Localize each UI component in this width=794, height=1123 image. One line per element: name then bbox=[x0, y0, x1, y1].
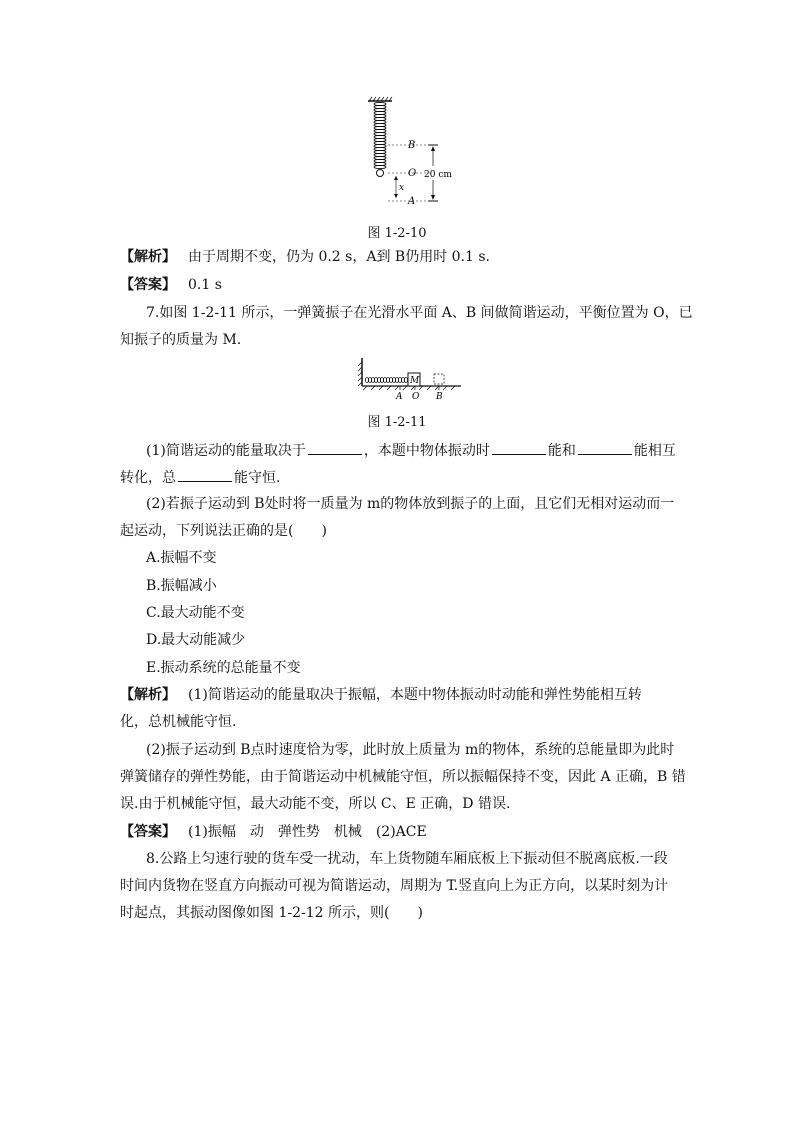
fill-blank bbox=[178, 467, 232, 482]
figure-caption-1-2-10: 图 1-2-10 bbox=[367, 226, 427, 241]
analysis-tag: 【解析】 bbox=[120, 687, 176, 703]
answer-q7 bbox=[120, 822, 427, 842]
q7-part1-text-f: 能守恒. bbox=[234, 470, 281, 486]
answer-tag: 【答案】 bbox=[120, 277, 176, 293]
q7-part1-line1 bbox=[146, 440, 676, 461]
figure-caption-1-2-11: 图 1-2-11 bbox=[367, 415, 427, 430]
analysis-text: 由于周期不变，仍为 0.2 s，A到 B仍用时 0.1 s. bbox=[188, 249, 490, 265]
q7-part2-line1: (2)若振子运动到 B处时将一质量为 m的物体放到振子的上面，且它们无相对运动而一 bbox=[146, 496, 675, 512]
block-B-dashed bbox=[434, 374, 444, 384]
figure-horizontal-spring bbox=[355, 354, 465, 404]
answer-text: 0.1 s bbox=[188, 277, 222, 293]
q7-part1-text-b: ，本题中物体振动时 bbox=[363, 443, 490, 459]
option-D: D.最大动能减少 bbox=[146, 632, 246, 648]
analysis-q7-line1 bbox=[120, 685, 642, 705]
figure-vertical-spring bbox=[360, 96, 470, 212]
label-B: B bbox=[408, 140, 416, 151]
q7-stem-line1: 7.如图 1-2-11 所示，一弹簧振子在光滑水平面 A、B 间做简谐运动，平衡位置为 O，已 bbox=[146, 305, 693, 321]
q7-part1-text-d: 能相互 bbox=[633, 443, 676, 459]
option-C: C.最大动能不变 bbox=[146, 605, 245, 621]
answer-q6 bbox=[120, 275, 222, 295]
q8-line1: 8.公路上匀速行驶的货车受一扰动，车上货物随车厢底板上下振动但不脱离底板.一段 bbox=[146, 851, 668, 867]
label-20cm: 20 cm bbox=[424, 170, 452, 180]
mass-ball bbox=[377, 170, 384, 177]
option-A: A.振幅不变 bbox=[146, 550, 217, 566]
option-E: E.振动系统的总能量不变 bbox=[146, 660, 301, 676]
analysis-q6 bbox=[120, 247, 490, 267]
q8-line2: 时间内货物在竖直方向振动可视为简谐运动，周期为 T.竖直向上为正方向，以某时刻为计 bbox=[120, 878, 669, 894]
q8-line3: 时起点，其振动图像如图 1-2-12 所示，则( ) bbox=[120, 905, 423, 921]
answer-text: (1)振幅 动 弹性势 机械 (2)ACE bbox=[188, 824, 427, 840]
q7-part1-text-e: 转化，总 bbox=[120, 470, 176, 486]
label-O: O bbox=[412, 392, 420, 402]
answer-tag: 【答案】 bbox=[120, 824, 176, 840]
q7-part1-text-c: 能和 bbox=[547, 443, 576, 459]
option-B: B.振幅减小 bbox=[146, 578, 217, 594]
fill-blank bbox=[308, 440, 362, 455]
label-x: x bbox=[399, 183, 405, 193]
label-M: M bbox=[410, 376, 420, 386]
analysis-q7-line5: 误.由于机械能守恒，最大动能不变，所以 C、E 正确，D 错误. bbox=[120, 796, 511, 812]
analysis-q7-line2: 化，总机械能守恒. bbox=[120, 714, 237, 730]
q7-part1-text-a: (1)简谐运动的能量取决于 bbox=[146, 443, 306, 459]
q7-part2-line2: 起运动，下列说法正确的是( ) bbox=[120, 523, 327, 539]
analysis-tag: 【解析】 bbox=[120, 249, 176, 265]
label-O: O bbox=[408, 168, 417, 179]
label-A: A bbox=[396, 392, 403, 402]
label-A: A bbox=[408, 196, 416, 207]
label-B: B bbox=[436, 392, 443, 402]
q7-stem-line2: 知振子的质量为 M. bbox=[120, 332, 242, 348]
analysis-q7-line4: 弹簧储存的弹性势能，由于简谐运动中机械能守恒，所以振幅保持不变，因此 A 正确，B 错 bbox=[120, 769, 686, 785]
q7-part1-line2 bbox=[120, 467, 280, 488]
analysis-text: (1)简谐运动的能量取决于振幅，本题中物体振动时动能和弹性势能相互转 bbox=[188, 687, 642, 703]
fill-blank bbox=[492, 440, 546, 455]
analysis-q7-line3: (2)振子运动到 B点时速度恰为零，此时放上质量为 m的物体，系统的总能量即为此时 bbox=[146, 742, 675, 758]
fill-blank bbox=[578, 440, 632, 455]
